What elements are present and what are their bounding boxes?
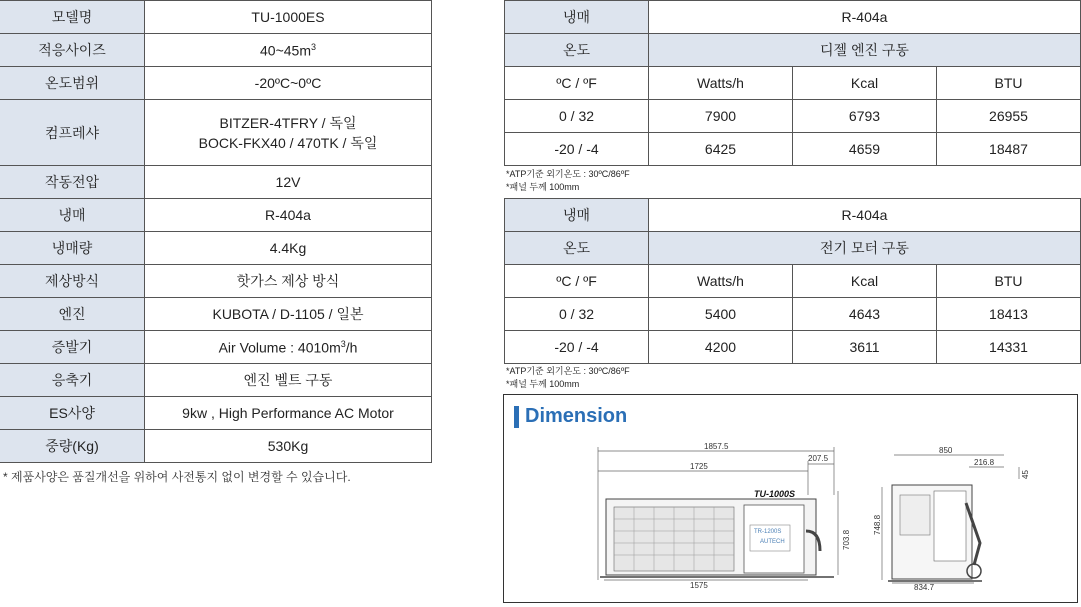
spec-value: 핫가스 제상 방식 bbox=[145, 265, 432, 298]
spec-value: 530Kg bbox=[145, 430, 432, 463]
cell-temp: -20 / -4 bbox=[505, 133, 649, 166]
col-temp: ºC / ºF bbox=[505, 67, 649, 100]
dim-748-label: 748.8 bbox=[873, 514, 882, 535]
spec-key: 작동전압 bbox=[0, 166, 145, 199]
dim-1857-label: 1857.5 bbox=[704, 442, 729, 451]
spec-row bbox=[0, 232, 432, 265]
spec-value: Air Volume : $4010m^3/h$ bbox=[145, 331, 432, 364]
cell-btu: 18413 bbox=[937, 298, 1081, 331]
cell-btu: 18487 bbox=[937, 133, 1081, 166]
spec-row bbox=[0, 67, 432, 100]
brand-label: AUTECH bbox=[760, 539, 785, 545]
col-kcal: Kcal bbox=[793, 67, 937, 100]
brand-label: TR-1200S bbox=[754, 529, 782, 535]
spec-key: 냉매량 bbox=[0, 232, 145, 265]
dim-45-label: 45 bbox=[1021, 470, 1030, 479]
spec-key: 컴프레샤 bbox=[0, 100, 145, 166]
spec-value: $40\sim 45m^3$ bbox=[145, 34, 432, 67]
spec-key: 온도범위 bbox=[0, 67, 145, 100]
refrigerant-value: R-404a bbox=[649, 199, 1081, 232]
dim-1575-label: 1575 bbox=[690, 581, 708, 590]
spec-key: 중량(Kg) bbox=[0, 430, 145, 463]
dim-1725-label: 1725 bbox=[690, 462, 708, 471]
cell-temp: 0 / 32 bbox=[505, 298, 649, 331]
cell-temp: 0 / 32 bbox=[505, 100, 649, 133]
spec-row bbox=[0, 34, 432, 67]
col-btu: BTU bbox=[937, 67, 1081, 100]
dim-703-label: 703.8 bbox=[842, 529, 851, 550]
col-watts: Watts/h bbox=[649, 265, 793, 298]
spec-row bbox=[0, 100, 432, 166]
panel-note: *패널 두께 100mm bbox=[506, 182, 580, 192]
spec-key: ES사양 bbox=[0, 397, 145, 430]
spec-row bbox=[0, 199, 432, 232]
cell-kcal: 6793 bbox=[793, 100, 937, 133]
spec-key: 냉매 bbox=[0, 199, 145, 232]
spec-value: 엔진 벨트 구동 bbox=[145, 364, 432, 397]
spec-key: 엔진 bbox=[0, 298, 145, 331]
spec-row bbox=[0, 1, 432, 34]
col-watts: Watts/h bbox=[649, 67, 793, 100]
spec-row bbox=[0, 397, 432, 430]
spec-row bbox=[0, 331, 432, 364]
spec-key: 적응사이즈 bbox=[0, 34, 145, 67]
col-btu: BTU bbox=[937, 265, 1081, 298]
cell-kcal: 4659 bbox=[793, 133, 937, 166]
model-label: TU-1000S bbox=[754, 489, 796, 499]
drive-type: 디젤 엔진 구동 bbox=[649, 34, 1081, 67]
front-view-unit bbox=[600, 499, 834, 577]
temp-label: 온도 bbox=[505, 232, 649, 265]
spec-value: TU-1000ES bbox=[145, 1, 432, 34]
spec-key: 모델명 bbox=[0, 1, 145, 34]
dim-216-label: 216.8 bbox=[974, 458, 995, 467]
electric-capacity-table bbox=[504, 198, 1081, 364]
dimension-title-text: Dimension bbox=[525, 405, 628, 427]
cell-btu: 14331 bbox=[937, 331, 1081, 364]
spec-row bbox=[0, 364, 432, 397]
spec-key: 제상방식 bbox=[0, 265, 145, 298]
cell-btu: 26955 bbox=[937, 100, 1081, 133]
cell-watts: 7900 bbox=[649, 100, 793, 133]
spec-value: -20ºC~0ºC bbox=[145, 67, 432, 100]
spec-value: BITZER-4TFRY / 독일 BOCK-FKX40 / 470TK / 독일 bbox=[145, 100, 432, 166]
refrigerant-label: 냉매 bbox=[505, 1, 649, 34]
temp-label: 온도 bbox=[505, 34, 649, 67]
drive-type: 전기 모터 구동 bbox=[649, 232, 1081, 265]
cell-temp: -20 / -4 bbox=[505, 331, 649, 364]
refrigerant-value: R-404a bbox=[649, 1, 1081, 34]
diesel-capacity-table bbox=[504, 0, 1081, 166]
spec-row bbox=[0, 430, 432, 463]
panel-note: *패널 두께 100mm bbox=[506, 379, 580, 389]
dim-207-label: 207.5 bbox=[808, 454, 829, 463]
spec-value: 9kw , High Performance AC Motor bbox=[145, 397, 432, 430]
cell-watts: 4200 bbox=[649, 331, 793, 364]
side-view-unit bbox=[888, 485, 982, 581]
dimension-panel bbox=[503, 394, 1078, 603]
spec-value: 12V bbox=[145, 166, 432, 199]
spec-row bbox=[0, 298, 432, 331]
spec-key: 응축기 bbox=[0, 364, 145, 397]
spec-footnote: * 제품사양은 품질개선을 위하여 사전통지 없이 변경할 수 있습니다. bbox=[3, 470, 351, 484]
spec-table bbox=[0, 0, 432, 463]
col-temp: ºC / ºF bbox=[505, 265, 649, 298]
cell-kcal: 3611 bbox=[793, 331, 937, 364]
spec-value: KUBOTA / D-1105 / 일본 bbox=[145, 298, 432, 331]
cell-watts: 6425 bbox=[649, 133, 793, 166]
spec-value: R-404a bbox=[145, 199, 432, 232]
spec-value: 4.4Kg bbox=[145, 232, 432, 265]
atp-note: *ATP기준 외기온도 : 30ºC/86ºF bbox=[506, 169, 630, 179]
dimension-drawing bbox=[504, 395, 1076, 601]
spec-row bbox=[0, 265, 432, 298]
spec-key: 증발기 bbox=[0, 331, 145, 364]
cell-watts: 5400 bbox=[649, 298, 793, 331]
spec-row bbox=[0, 166, 432, 199]
dim-834-label: 834.7 bbox=[914, 583, 935, 592]
atp-note: *ATP기준 외기온도 : 30ºC/86ºF bbox=[506, 366, 630, 376]
dim-850-label: 850 bbox=[939, 446, 953, 455]
refrigerant-label: 냉매 bbox=[505, 199, 649, 232]
col-kcal: Kcal bbox=[793, 265, 937, 298]
cell-kcal: 4643 bbox=[793, 298, 937, 331]
